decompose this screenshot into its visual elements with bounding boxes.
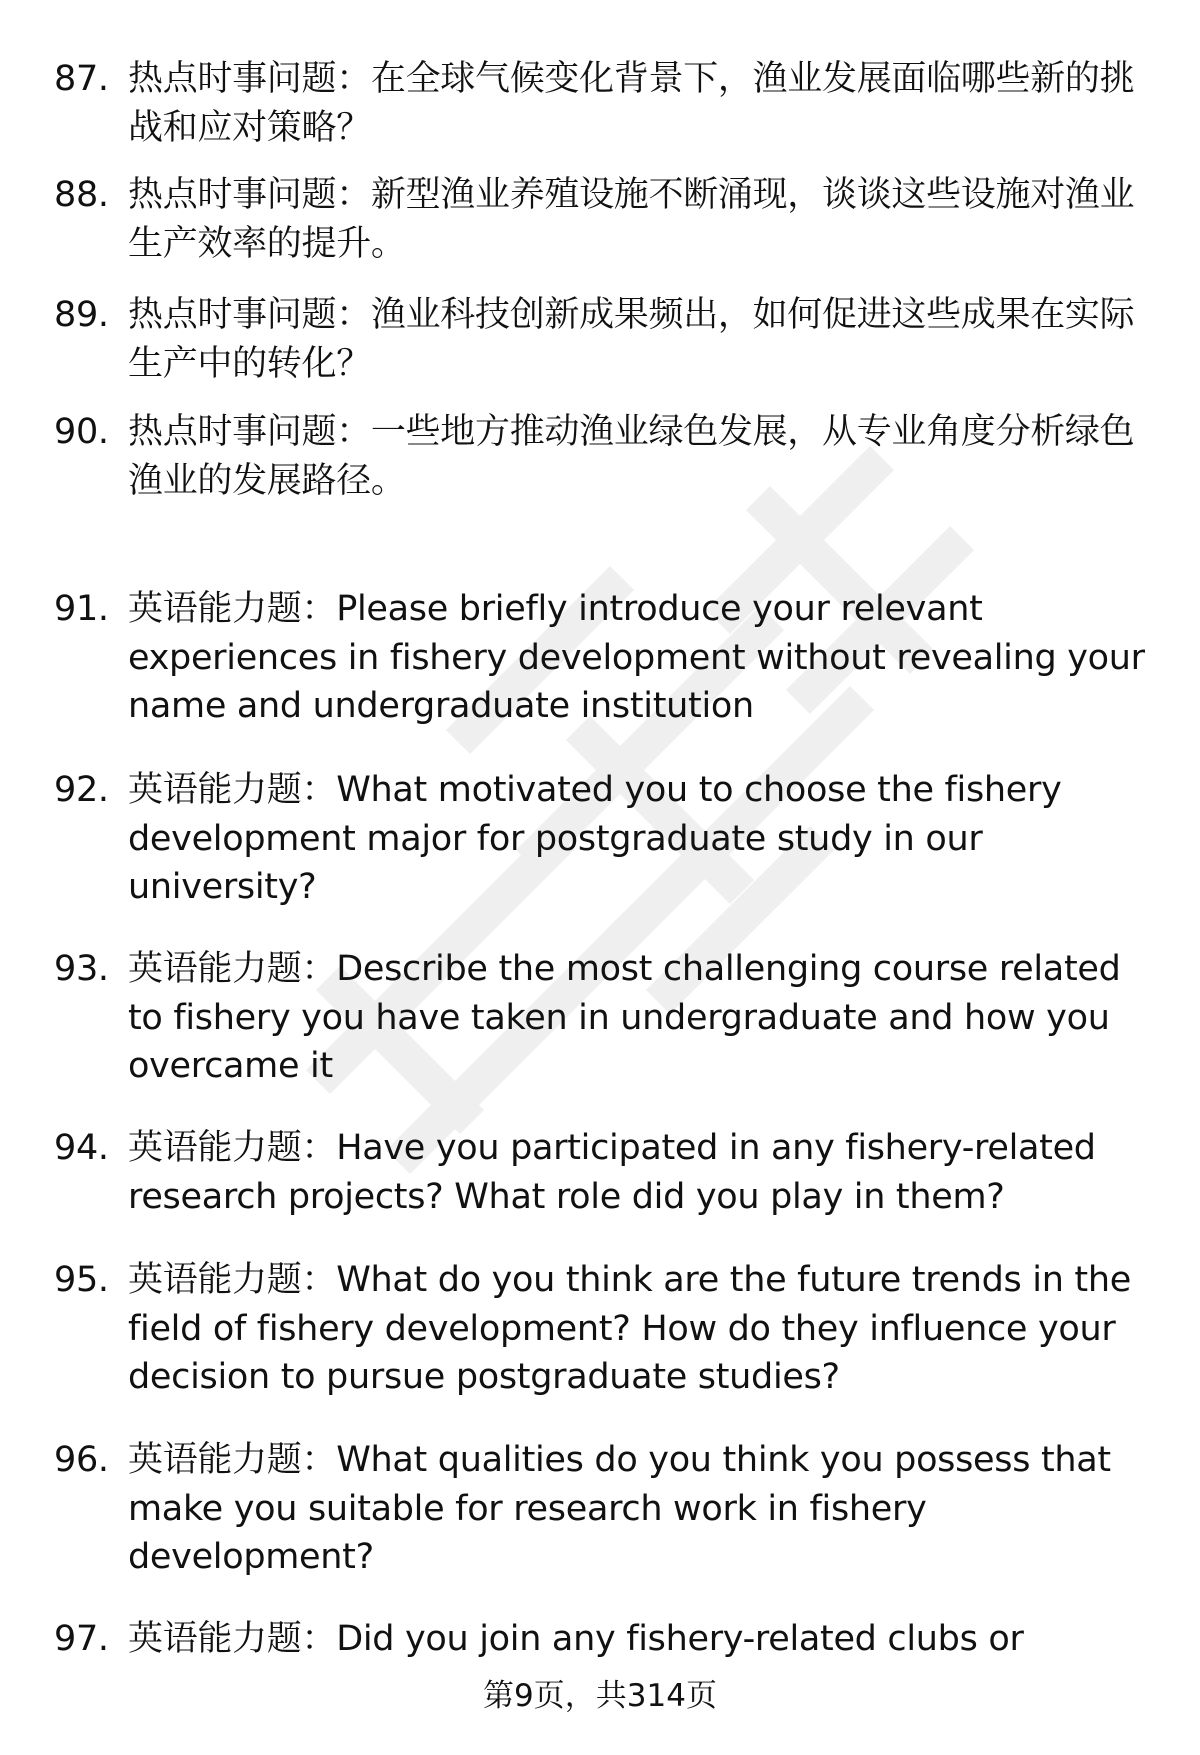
question-number: 97. [54, 1619, 109, 1659]
question-number: 92. [54, 770, 109, 810]
question-number: 90. [54, 412, 109, 452]
question-number: 87. [54, 59, 109, 99]
question-number: 93. [54, 949, 109, 989]
question-text: 英语能力题：What qualities do you think you possess that make you suitable for research work in fishery development? [128, 1440, 1111, 1577]
question-text: 英语能力题：What motivated you to choose the fishery development major for postgraduate study in our university? [128, 770, 1062, 907]
question-text: 英语能力题：Please briefly introduce your relevant experiences in fishery development without revealing your name and undergraduate institution [128, 589, 1145, 726]
question-text: 英语能力题：Describe the most challenging course related to fishery you have taken in undergraduate and how you overcame it [128, 949, 1121, 1086]
question-number: 96. [54, 1440, 109, 1480]
question-text: 英语能力题：What do you think are the future trends in the field of fishery development? How do they influence your decision to pursue postgraduate studies? [128, 1260, 1131, 1397]
question-text: 英语能力题：Did you join any fishery-related clubs or [128, 1619, 1024, 1659]
question-number: 89. [54, 295, 109, 335]
question-text: 热点时事问题：新型渔业养殖设施不断涌现，谈谈这些设施对渔业生产效率的提升。 [128, 175, 1135, 264]
question-text: 热点时事问题：一些地方推动渔业绿色发展，从专业角度分析绿色渔业的发展路径。 [128, 412, 1135, 501]
question-number: 88. [54, 175, 109, 215]
question-number: 95. [54, 1260, 109, 1300]
question-text: 热点时事问题：渔业科技创新成果频出，如何促进这些成果在实际生产中的转化？ [128, 295, 1135, 384]
page-number: 第9页，共314页 [483, 1678, 717, 1714]
question-text: 英语能力题：Have you participated in any fishery-related research projects? What role did you play in them? [128, 1128, 1096, 1217]
question-number: 91. [54, 589, 109, 629]
question-number: 94. [54, 1128, 109, 1168]
question-text: 热点时事问题：在全球气候变化背景下，渔业发展面临哪些新的挑战和应对策略？ [128, 59, 1135, 148]
